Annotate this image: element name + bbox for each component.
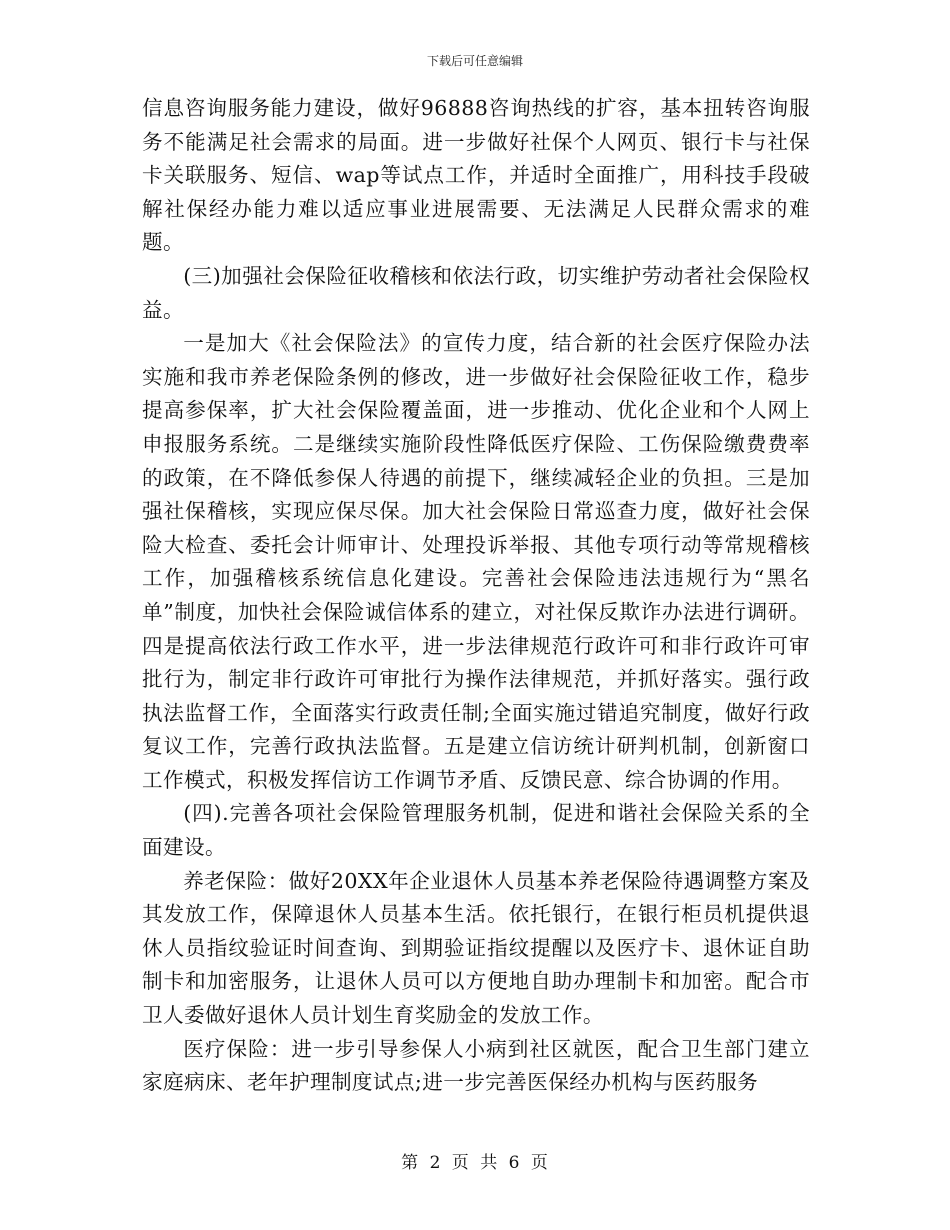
section-heading-3: (三)加强社会保险征收稽核和依法行政，切实维护劳动者社会保险权益。 — [142, 263, 810, 322]
section-heading-4: (四).完善各项社会保险管理服务机制，促进和谐社会保险关系的全面建设。 — [142, 801, 810, 860]
page-number-footer: 第 2 页 共 6 页 — [401, 1153, 549, 1173]
paragraph-collection-audit: 一是加大《社会保险法》的宣传力度，结合新的社会医疗保险办法实施和我市养老保险条例的修改，进一步做好社会保险征收工作，稳步提高参保率，扩大社会保险覆盖面，进一步推动、优化企业和个人网上申报服务系统。二是继续实施阶段性降低医疗保险、工伤保险缴费费率的政策，在不降低参保人待遇的前提下，继续减轻企业的负担。三是加强社保稽核，实现应保尽保。加大社会保险日常巡查力度，做好社会保险大检查、委托会计师审计、处理投诉举报、其他专项行动等常规稽核工作，加强稽核系统信息化建设。完善社会保险违法违规行为“黑名单”制度，加快社会保险诚信体系的建立，对社保反欺诈办法进行调研。四是提高依法行政工作水平，进一步法律规范行政许可和非行政许可审批行为，制定非行政许可审批行为操作法律规范，并抓好落实。强行政执法监督工作，全面落实行政责任制;全面实施过错追究制度，做好行政复议工作，完善行政执法监督。五是建立信访统计研判机制，创新窗口工作模式，积极发挥信访工作调节矛盾、反馈民意、综合协调的作用。 — [142, 331, 810, 792]
document-body — [142, 92, 810, 1100]
paragraph-pension-insurance: 养老保险：做好20XX年企业退休人员基本养老保险待遇调整方案及其发放工作，保障退休人员基本生活。依托银行，在银行柜员机提供退休人员指纹验证时间查询、到期验证指纹提醒以及医疗卡、退休证自助制卡和加密服务，让退休人员可以方便地自助办理制卡和加密。配合市卫人委做好退休人员计划生育奖励金的发放工作。 — [142, 868, 810, 1028]
page-header: 下载后可任意编辑 — [426, 54, 523, 68]
paragraph-consulting-service: 信息咨询服务能力建设，做好96888咨询热线的扩容，基本扭转咨询服务不能满足社会需求的局面。进一步做好社保个人网页、银行卡与社保卡关联服务、短信、wap等试点工作，并适时全面推广，用科技手段破解社保经办能力难以适应事业进展需要、无法满足人民群众需求的难题。 — [142, 96, 810, 255]
paragraph-medical-insurance: 医疗保险：进一步引导参保人小病到社区就医，配合卫生部门建立家庭病床、老年护理制度试点;进一步完善医保经办机构与医药服务 — [142, 1036, 810, 1095]
